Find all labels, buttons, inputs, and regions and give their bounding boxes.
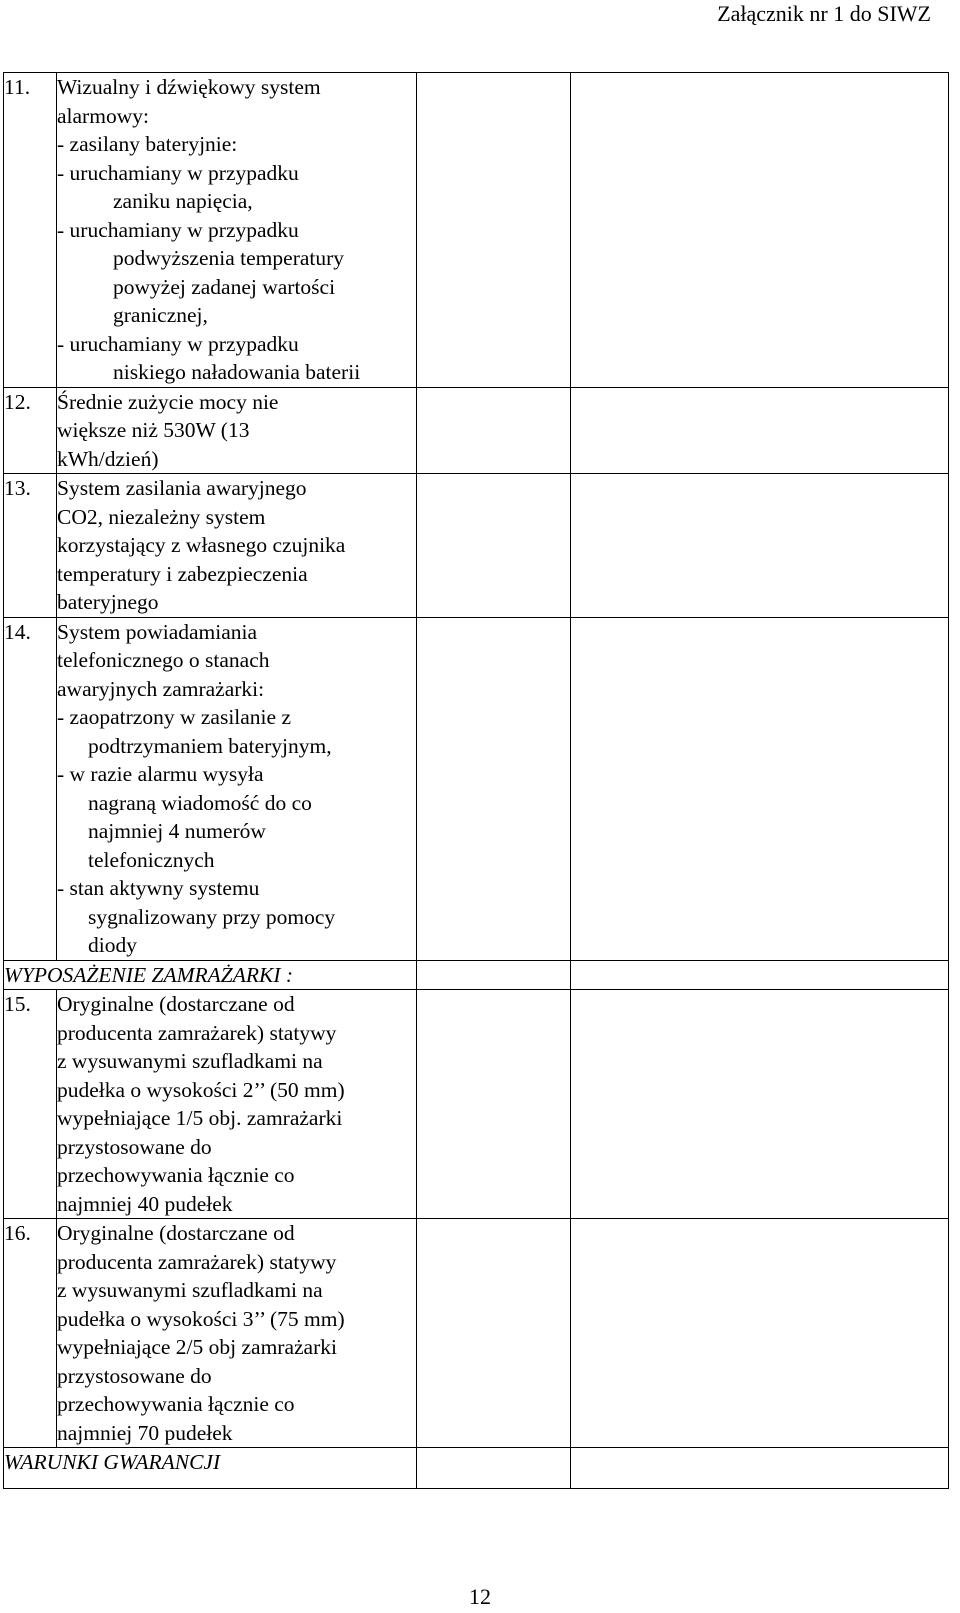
page-number: 12 xyxy=(469,1584,491,1609)
description-line: producenta zamrażarek) statywy xyxy=(57,1020,337,1045)
description-line: - uruchamiany w przypadku xyxy=(57,217,299,242)
description-line: niskiego naładowania baterii xyxy=(113,360,361,384)
description-line: Średnie zużycie mocy nie xyxy=(57,389,279,414)
offer-parameter-cell xyxy=(417,960,571,990)
description-line: przystosowane do xyxy=(57,1134,212,1159)
description-line: - w razie alarmu wysyła xyxy=(57,762,264,786)
description-line: granicznej, xyxy=(113,303,208,327)
offer-parameter-cell xyxy=(417,990,571,1219)
item-number: 16. xyxy=(4,1219,57,1448)
offer-parameter-cell xyxy=(417,73,571,388)
offer-description-cell xyxy=(571,387,949,474)
specification-table xyxy=(3,72,949,1489)
description-line: najmniej 4 numerów xyxy=(88,819,266,843)
item-number: 14. xyxy=(4,617,57,960)
description-line: z wysuwanymi szufladkami na xyxy=(57,1278,323,1302)
description-line: przechowywania łącznie co xyxy=(57,1163,295,1187)
section-row xyxy=(4,960,949,990)
offer-description-cell xyxy=(571,990,949,1219)
description-line: powyżej zadanej wartości xyxy=(113,274,336,299)
item-number: 13. xyxy=(4,474,57,618)
item-description xyxy=(57,1219,417,1448)
description-line: pudełka o wysokości 2’’ (50 mm) xyxy=(57,1077,345,1102)
description-line: nagraną wiadomość do co xyxy=(88,790,312,815)
item-description xyxy=(57,474,417,618)
item-description xyxy=(57,617,417,960)
description-line: sygnalizowany przy pomocy xyxy=(88,904,336,929)
annex-header: Załącznik nr 1 do SIWZ xyxy=(717,1,931,26)
description-line: przechowywania łącznie co xyxy=(57,1392,295,1416)
section-row xyxy=(4,1448,949,1489)
spec-row xyxy=(4,474,949,618)
description-line: - uruchamiany w przypadku xyxy=(57,331,299,356)
description-line: podtrzymaniem bateryjnym, xyxy=(88,733,332,758)
offer-parameter-cell xyxy=(417,474,571,618)
description-line: diody xyxy=(88,933,137,957)
section-heading: WARUNKI GWARANCJI xyxy=(4,1448,417,1489)
description-line: Wizualny i dźwiękowy system xyxy=(57,75,321,99)
description-line: - zasilany bateryjnie: xyxy=(57,132,238,156)
offer-parameter-cell xyxy=(417,1448,571,1489)
description-line: najmniej 40 pudełek xyxy=(57,1191,233,1216)
description-line: System zasilania awaryjnego xyxy=(57,476,307,500)
specification-table-body xyxy=(4,73,949,1489)
description-line: awaryjnych zamrażarki: xyxy=(57,676,265,701)
description-line: System powiadamiania xyxy=(57,619,258,644)
offer-parameter-cell xyxy=(417,1219,571,1448)
offer-description-cell xyxy=(571,617,949,960)
item-number: 12. xyxy=(4,387,57,474)
spec-row xyxy=(4,617,949,960)
description-line: zaniku napięcia, xyxy=(113,189,253,213)
description-line: alarmowy: xyxy=(57,103,149,128)
description-line: - zaopatrzony w zasilanie z xyxy=(57,705,291,729)
offer-description-cell xyxy=(571,960,949,990)
spec-row xyxy=(4,73,949,388)
description-line: korzystający z własnego czujnika xyxy=(57,533,346,557)
offer-description-cell xyxy=(571,474,949,618)
description-line: większe niż 530W (13 xyxy=(57,418,250,442)
offer-description-cell xyxy=(571,1448,949,1489)
description-line: z wysuwanymi szufladkami na xyxy=(57,1049,323,1073)
description-line: wypełniające 1/5 obj. zamrażarki xyxy=(57,1106,343,1130)
description-line: kWh/dzień) xyxy=(57,446,159,471)
section-heading: WYPOSAŻENIE ZAMRAŻARKI : xyxy=(4,960,417,990)
description-line: bateryjnego xyxy=(57,590,159,614)
description-line: temperatury i zabezpieczenia xyxy=(57,561,308,586)
description-line: Oryginalne (dostarczane od xyxy=(57,1221,295,1245)
description-line: Oryginalne (dostarczane od xyxy=(57,992,295,1016)
item-description xyxy=(57,73,417,388)
description-line: - stan aktywny systemu xyxy=(57,876,260,900)
description-line: pudełka o wysokości 3’’ (75 mm) xyxy=(57,1306,345,1331)
description-line: telefonicznych xyxy=(88,847,215,872)
spec-row xyxy=(4,387,949,474)
spec-row xyxy=(4,990,949,1219)
description-line: CO2, niezależny system xyxy=(57,504,266,529)
offer-description-cell xyxy=(571,73,949,388)
description-line: telefonicznego o stanach xyxy=(57,648,270,672)
description-line: przystosowane do xyxy=(57,1363,212,1388)
description-line: podwyższenia temperatury xyxy=(113,246,345,270)
item-description xyxy=(57,990,417,1219)
offer-description-cell xyxy=(571,1219,949,1448)
item-description xyxy=(57,387,417,474)
description-line: producenta zamrażarek) statywy xyxy=(57,1249,337,1274)
description-line: - uruchamiany w przypadku xyxy=(57,160,299,185)
description-line: wypełniające 2/5 obj zamrażarki xyxy=(57,1335,337,1359)
description-line: najmniej 70 pudełek xyxy=(57,1420,233,1445)
offer-parameter-cell xyxy=(417,387,571,474)
item-number: 11. xyxy=(4,73,57,388)
spec-row xyxy=(4,1219,949,1448)
item-number: 15. xyxy=(4,990,57,1219)
offer-parameter-cell xyxy=(417,617,571,960)
